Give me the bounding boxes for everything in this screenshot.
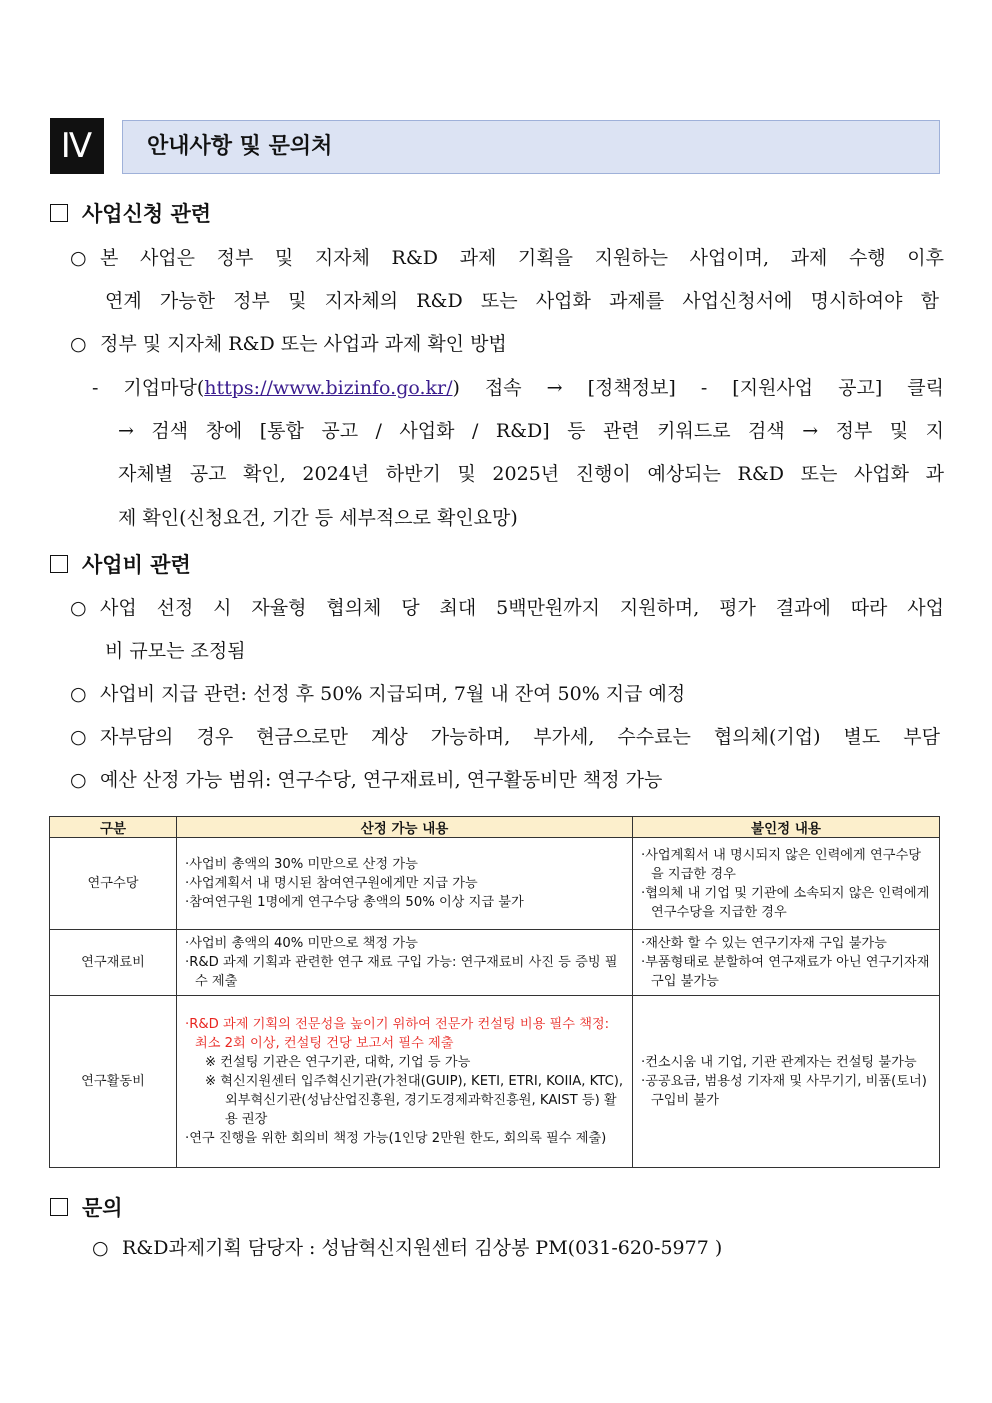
s1-bullet1-text1: 본 사업은 정부 및 지자체 R&D 과제 기획을 지원하는 사업이며, 과제 수행 이후 xyxy=(100,247,944,269)
s1-dash-line1 xyxy=(92,375,944,401)
denied-item: ·공공요금, 범용성 기자재 및 사무기기, 비품(토너) 구입비 불가 xyxy=(641,1074,927,1108)
header-allowed: 산정 가능 내용 xyxy=(177,817,633,838)
s1-bullet2 xyxy=(70,331,507,357)
category-cell: 연구재료비 xyxy=(50,930,177,996)
dash-prefix: - 기업마당( xyxy=(92,377,205,399)
table-row xyxy=(50,838,940,930)
allowed-item: ·R&D 과제 기획과 관련한 연구 재료 구입 가능: 연구재료비 사진 등 증빙 필수 제출 xyxy=(185,955,618,989)
allowed-cell xyxy=(177,930,633,996)
circle-bullet-icon: ○ xyxy=(70,333,87,355)
circle-bullet-icon: ○ xyxy=(70,769,87,791)
circle-bullet-icon: ○ xyxy=(92,1237,109,1259)
table-row xyxy=(50,996,940,1168)
denied-item: ·재산화 할 수 있는 연구기자재 구입 불가능 xyxy=(641,936,887,951)
s2-bullet1-line2: 비 규모는 조정됨 xyxy=(105,640,246,662)
s2-bullet3 xyxy=(70,724,940,750)
header-denied: 불인정 내용 xyxy=(633,817,940,838)
heading-application-label: 사업신청 관련 xyxy=(82,202,212,226)
heading-contact-label: 문의 xyxy=(82,1196,123,1220)
denied-item: ·컨소시움 내 기업, 기관 관계자는 컨설팅 불가능 xyxy=(641,1055,917,1070)
s1-bullet1-line1 xyxy=(70,245,944,271)
section-title: 안내사항 및 문의처 xyxy=(147,134,333,159)
s1-dash-line2: → 검색 창에 [통합 공고 / 사업화 / R&D] 등 관련 키워드로 검색 → 정부 및 지 xyxy=(118,420,944,442)
s2-bullet4 xyxy=(70,767,662,793)
section-number-badge: Ⅳ xyxy=(50,118,104,174)
s2-bullet3-text: 자부담의 경우 현금으로만 계상 가능하며, 부가세, 수수료는 협의체(기업) 별도 부담 xyxy=(100,726,940,748)
s2-bullet1-line1 xyxy=(70,595,944,621)
denied-item: ·부품형태로 분할하여 연구재료가 아닌 연구기자재 구입 불가능 xyxy=(641,955,930,989)
dash-suffix: ) 접속 → [정책정보] - [지원사업 공고] 클릭 xyxy=(452,377,944,399)
denied-cell xyxy=(633,996,940,1168)
denied-item: ·사업계획서 내 명시되지 않은 인력에게 연구수당을 지급한 경우 xyxy=(641,847,921,882)
allowed-item: ·사업계획서 내 명시된 참여연구원에게만 지급 가능 xyxy=(185,876,478,891)
s2-bullet4-text: 예산 산정 가능 범위: 연구수당, 연구재료비, 연구활동비만 책정 가능 xyxy=(100,769,663,791)
circle-bullet-icon: ○ xyxy=(70,247,87,269)
s2-bullet2-text: 사업비 지급 관련: 선정 후 50% 지급되며, 7월 내 잔여 50% 지급 예정 xyxy=(100,683,686,705)
category-cell: 연구활동비 xyxy=(50,996,177,1168)
allowed-cell xyxy=(177,838,633,930)
table-row xyxy=(50,930,940,996)
checkbox-square-icon xyxy=(50,555,68,573)
denied-cell xyxy=(633,838,940,930)
denied-item: ·협의체 내 기업 및 기관에 소속되지 않은 인력에게 연구수당을 지급한 경우 xyxy=(641,885,930,920)
allowed-item-required: ·R&D 과제 기획의 전문성을 높이기 위하여 전문가 컨설팅 비용 필수 책정: 최소 2회 이상, 컨설팅 건당 보고서 필수 제출 xyxy=(185,1017,610,1051)
s1-dash-line4: 제 확인(신청요건, 기간 등 세부적으로 확인요망) xyxy=(118,507,518,529)
circle-bullet-icon: ○ xyxy=(70,726,87,748)
note-item: ※ 혁신지원센터 입주혁신기관(가천대(GUIP), KETI, ETRI, KOIIA, KTC), 외부혁신기관(성남산업진흥원, 경기도경제과학진흥원, KAIST 등) 활용 권장 xyxy=(205,1074,624,1127)
category-cell: 연구수당 xyxy=(50,838,177,930)
heading-budget xyxy=(50,549,191,579)
contact-line xyxy=(92,1235,722,1261)
heading-budget-label: 사업비 관련 xyxy=(82,553,191,577)
s1-dash-line3: 자체별 공고 확인, 2024년 하반기 및 2025년 진행이 예상되는 R&D 또는 사업화 과 xyxy=(118,463,944,485)
circle-bullet-icon: ○ xyxy=(70,683,87,705)
s2-bullet1-text1: 사업 선정 시 자율형 협의체 당 최대 5백만원까지 지원하며, 평가 결과에 따라 사업 xyxy=(100,597,944,619)
heading-contact xyxy=(50,1192,123,1222)
allowed-cell xyxy=(177,996,633,1168)
s1-bullet1-line2: 연계 가능한 정부 및 지자체의 R&D 또는 사업화 과제를 사업신청서에 명시하여야 함 xyxy=(105,290,939,312)
checkbox-square-icon xyxy=(50,1198,68,1216)
allowed-item: ·참여연구원 1명에게 연구수당 총액의 50% 이상 지급 불가 xyxy=(185,895,524,910)
checkbox-square-icon xyxy=(50,204,68,222)
heading-application xyxy=(50,198,211,228)
denied-cell xyxy=(633,930,940,996)
table-header-row xyxy=(50,817,940,838)
budget-table xyxy=(49,816,940,1168)
allowed-item: ·사업비 총액의 30% 미만으로 산정 가능 xyxy=(185,857,418,872)
circle-bullet-icon: ○ xyxy=(70,597,87,619)
section-title-bar xyxy=(122,120,940,174)
note-item: ※ 컨설팅 기관은 연구기관, 대학, 기업 등 가능 xyxy=(205,1055,471,1070)
s2-bullet2 xyxy=(70,681,685,707)
s1-bullet2-text: 정부 및 지자체 R&D 또는 사업과 과제 확인 방법 xyxy=(100,333,507,355)
header-category: 구분 xyxy=(50,817,177,838)
bizinfo-link[interactable]: https://www.bizinfo.go.kr/ xyxy=(204,377,453,399)
allowed-item: ·연구 진행을 위한 회의비 책정 가능(1인당 2만원 한도, 회의록 필수 제출) xyxy=(185,1131,607,1146)
contact-text: R&D과제기획 담당자 : 성남혁신지원센터 김상봉 PM(031-620-5977 ) xyxy=(122,1237,723,1259)
allowed-item: ·사업비 총액의 40% 미만으로 책정 가능 xyxy=(185,936,418,951)
